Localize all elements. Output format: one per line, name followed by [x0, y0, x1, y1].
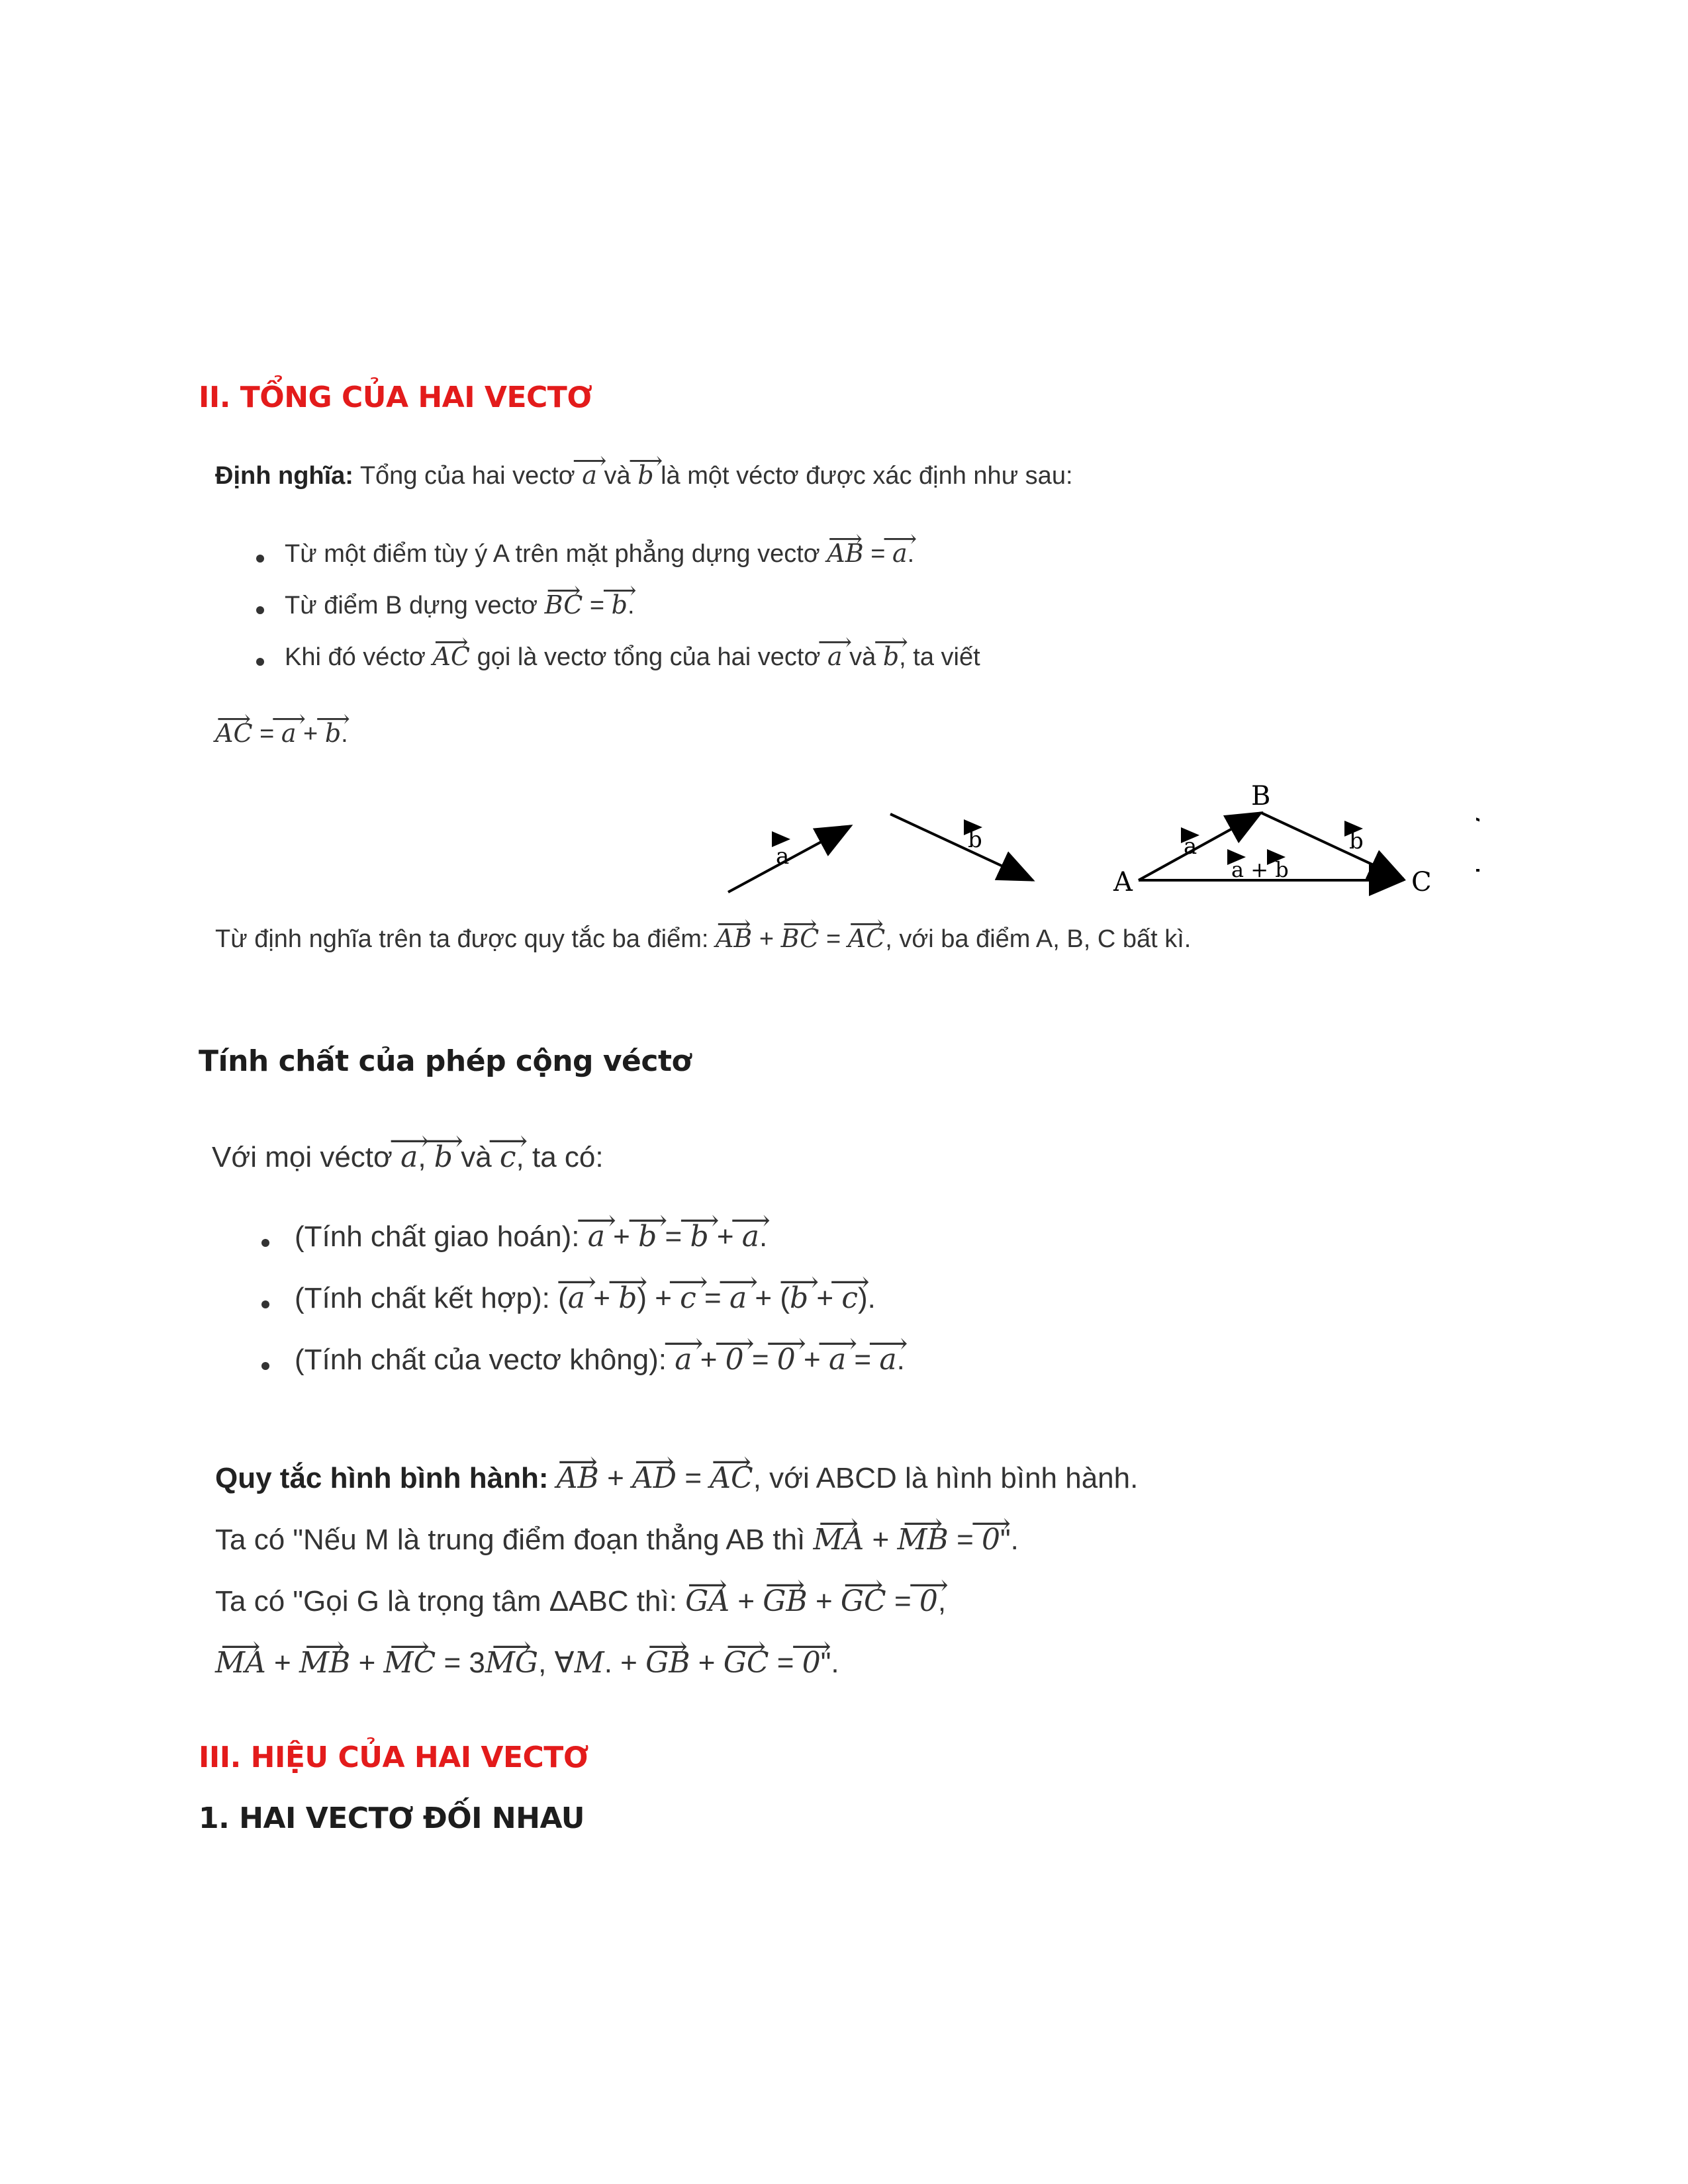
bullet-dot	[256, 606, 264, 614]
three-point-rule: Từ định nghĩa trên ta được quy tắc ba điểm: ⟶ AB + ⟶ BC = ⟶ AC, với ba điểm A, B, C bất kì.	[215, 913, 1191, 954]
properties-title: Tính chất của phép cộng véctơ	[199, 1044, 692, 1078]
definition-bullet-3: Khi đó véctơ ⟶ AC gọi là vectơ tổng của hai vectơ ⟶ a và ⟶ b, ta viết	[285, 631, 980, 672]
section-3-title: III. HIỆU CỦA HAI VECTƠ	[199, 1741, 588, 1774]
fig-label-a: a	[776, 843, 790, 870]
definition-block	[202, 430, 1479, 986]
definition-bullet-2: Từ điểm B dựng vectơ ⟶ BC = ⟶ b.	[285, 580, 635, 620]
definition-label: Định nghĩa:	[215, 462, 353, 490]
fig-label-sum: a + b	[1231, 857, 1289, 882]
properties-block	[202, 1102, 1314, 1413]
parallelogram-label: Quy tắc hình bình hành:	[215, 1462, 557, 1494]
parallelogram-rule: Quy tắc hình bình hành: ⟶ AB + ⟶ AD = ⟶ AC, với ABCD là hình bình hành.	[215, 1449, 1138, 1495]
figure-canvas	[715, 761, 1476, 913]
centroid-rule: Ta có "Gọi G là trọng tâm ΔABC thì: ⟶ GA + ⟶ GB + ⟶ GC = ⟶ 0,	[215, 1572, 946, 1618]
fig-label-b-small: b	[1349, 828, 1364, 854]
property-associative: (Tính chất kết hợp): (⟶ a + ⟶ b) + ⟶ c = ⟶ a + (⟶ b + ⟶ c).	[295, 1269, 876, 1315]
fig-label-a-small: a	[1184, 833, 1197, 860]
bullet-dot	[261, 1362, 269, 1370]
definition-intro: Định nghĩa: Tổng của hai vectơ ⟶ a và ⟶ b là một véctơ được xác định như sau:	[215, 450, 1073, 490]
sum-equation: ⟶ AC = ⟶ a + ⟶ b.	[215, 708, 348, 749]
midpoint-rule: Ta có "Nếu M là trung điểm đoạn thẳng AB thì ⟶ MA + ⟶ MB = ⟶ 0".	[215, 1511, 1019, 1557]
property-zero-vector: (Tính chất của vectơ không): ⟶ a + ⟶ 0 = ⟶ 0 + ⟶ a = ⟶ a.	[295, 1331, 905, 1377]
section-2-title: II. TỔNG CỦA HAI VECTƠ	[199, 381, 592, 414]
parallelogram-block	[202, 1436, 1235, 1701]
fig-label-b: b	[968, 827, 982, 853]
subsection-1-title: 1. HAI VECTƠ ĐỐI NHAU	[199, 1801, 585, 1835]
bullet-dot	[261, 1239, 269, 1247]
property-commutative: (Tính chất giao hoán): ⟶ a + ⟶ b = ⟶ b + ⟶ a.	[295, 1208, 767, 1253]
bullet-dot	[261, 1300, 269, 1308]
properties-intro: Với mọi véctơ ⟶ a, ⟶ b và ⟶ c, ta có:	[212, 1128, 604, 1174]
fig-label-A: A	[1113, 867, 1133, 897]
bullet-dot	[256, 658, 264, 666]
bullet-dot	[256, 555, 264, 563]
fig-label-B: B	[1251, 781, 1271, 811]
fig-label-C: C	[1411, 867, 1432, 897]
centroid-formula: ⟶ MA + ⟶ MB + ⟶ MC = 3⟶ MG, ∀M. + ⟶ GB + ⟶ GC = ⟶ 0".	[215, 1634, 839, 1680]
definition-bullet-1: Từ một điểm tùy ý A trên mặt phẳng dựng vectơ ⟶ AB = ⟶ a.	[285, 528, 914, 569]
